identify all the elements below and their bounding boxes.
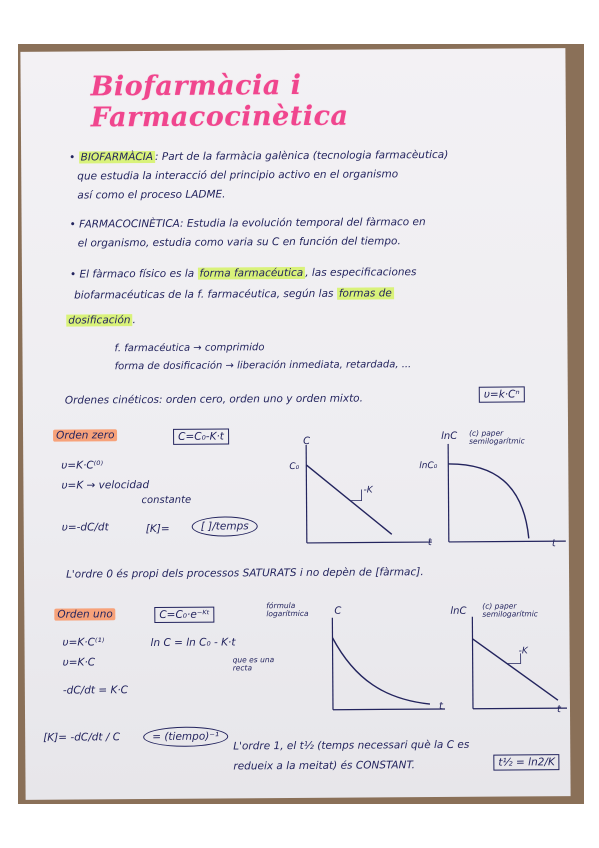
graph-zero-y0: C₀ — [289, 461, 300, 473]
graph-zero2-ylabel: lnC — [441, 430, 458, 442]
graph-zero2-y0: lnC₀ — [419, 461, 438, 472]
bullet-line — [74, 287, 394, 301]
graph-one2-note: (c) paper semilogarítmic — [482, 601, 538, 619]
order-zero-eq4: [K]= — [145, 522, 170, 536]
bullet-text: : Part de la farmàcia galènica (tecnologia farmacèutica) — [154, 148, 449, 163]
bullet-text: : Estudia la evolución temporal del fàrmaco en — [179, 216, 426, 230]
order-zero-k-units: [ ]/temps — [192, 516, 258, 536]
order-one-conclusion-1: L'ordre 1, el t½ (temps necessari què la C es — [233, 738, 470, 753]
term-formas-de: formas de — [338, 287, 392, 300]
order-zero-eq2b: constante — [141, 494, 192, 507]
notes-sheet — [20, 48, 570, 800]
bullet-biofarmacia: • BIOFARMÀCIA : Part de la farmàcia galènica (tecnologia farmacèutica) — [69, 148, 449, 164]
graph-zero2-note: (c) paper semilogarítmic — [469, 428, 525, 446]
order-zero-eq3: υ=-dC/dt — [61, 521, 109, 534]
order-zero-eq2: υ=K → velocidad — [61, 479, 150, 492]
term-dosificacion: dosificación — [68, 314, 131, 327]
term-forma-farmaceutica: forma farmacéutica — [199, 266, 304, 280]
graph-one2-slope: -K — [518, 646, 528, 657]
orders-formula: υ=k·Cⁿ — [479, 386, 525, 402]
order-one-graph-c — [324, 609, 455, 720]
notes-photo — [18, 44, 584, 804]
order-one-eq3: -dC/dt = K·C — [62, 684, 129, 697]
half-life-formula: t½ = ln2/K — [493, 754, 560, 770]
term-biofarmacia: BIOFARMÀCIA — [80, 150, 154, 164]
term-farmacocinetica: FARMACOCINÈTICA — [79, 217, 181, 231]
orders-line: Ordenes cinéticos: orden cero, orden uno y orden mixto. — [64, 392, 363, 407]
bullet-line: así como el proceso LADME. — [77, 188, 226, 202]
graph-zero-xlabel: t — [427, 537, 432, 549]
graph-one-ylabel: C — [334, 605, 342, 617]
bullet-text: El fàrmaco físico es la — [79, 267, 198, 281]
bullet-line — [66, 314, 136, 326]
bullet-line: que estudia la interacció del principio activo en el organismo — [77, 168, 399, 183]
order-one-ln-note: que es una recta — [232, 655, 275, 673]
bullet-text: , las especificaciones — [305, 266, 417, 279]
order-one-graph-lnc — [462, 608, 573, 719]
graph-zero2-xlabel: t — [551, 538, 556, 550]
order-one-eq4: [K]= -dC/dt / C — [43, 731, 121, 744]
order-one-formula-note: fórmula logarítmica — [266, 601, 309, 619]
example-line-2: forma de dosificación → liberación inmediata, retardada, ... — [114, 359, 412, 373]
order-zero-graph-lnc — [433, 430, 574, 554]
bullet-text: . — [132, 314, 136, 327]
page-title: Biofarmàcia i Farmacocinètica — [90, 69, 349, 134]
order-one-label: Orden uno — [54, 608, 116, 620]
graph-zero-slope: -K — [363, 485, 373, 496]
order-zero-label: Orden zero — [53, 429, 118, 441]
order-zero-conclusion: L'ordre 0 és propi dels processos SATURATS i no depèn de [fàrmac]. — [66, 566, 424, 581]
graph-one2-ylabel: lnC — [450, 605, 467, 617]
graph-one2-xlabel: t — [556, 704, 561, 716]
bullet-line: el organismo, estudia como varia su C en función del tiempo. — [77, 235, 401, 250]
order-one-conclusion-2: redueix a la meitat) és CONSTANT. — [233, 759, 416, 773]
order-one-eq1: υ=K·C⁽¹⁾ — [62, 636, 105, 649]
order-zero-eq1: υ=K·C⁽⁰⁾ — [61, 459, 104, 472]
order-one-eq2: υ=K·C — [62, 656, 96, 669]
bullet-text: biofarmacéuticas de la f. farmacéutica, según las — [74, 287, 337, 302]
bullet-farmacocinetica: • FARMACOCINÈTICA: Estudia la evolución temporal del fàrmaco en — [69, 216, 426, 231]
graph-zero-ylabel: C — [303, 435, 311, 447]
graph-one-xlabel: t — [438, 700, 443, 713]
order-one-formula: C=C₀·e⁻ᴷᵗ — [154, 607, 215, 623]
order-one-ln-eq: ln C = ln C₀ - K·t — [150, 636, 236, 650]
example-line-1: f. farmacéutica → comprimido — [114, 342, 265, 355]
bullet-farmaco-fisico: • El fàrmaco físico es la forma farmacéutica , las especificaciones — [69, 266, 417, 281]
order-zero-formula: C=C₀-K·t — [173, 428, 229, 444]
order-one-k-units: = (tiempo)⁻¹ — [143, 726, 228, 747]
